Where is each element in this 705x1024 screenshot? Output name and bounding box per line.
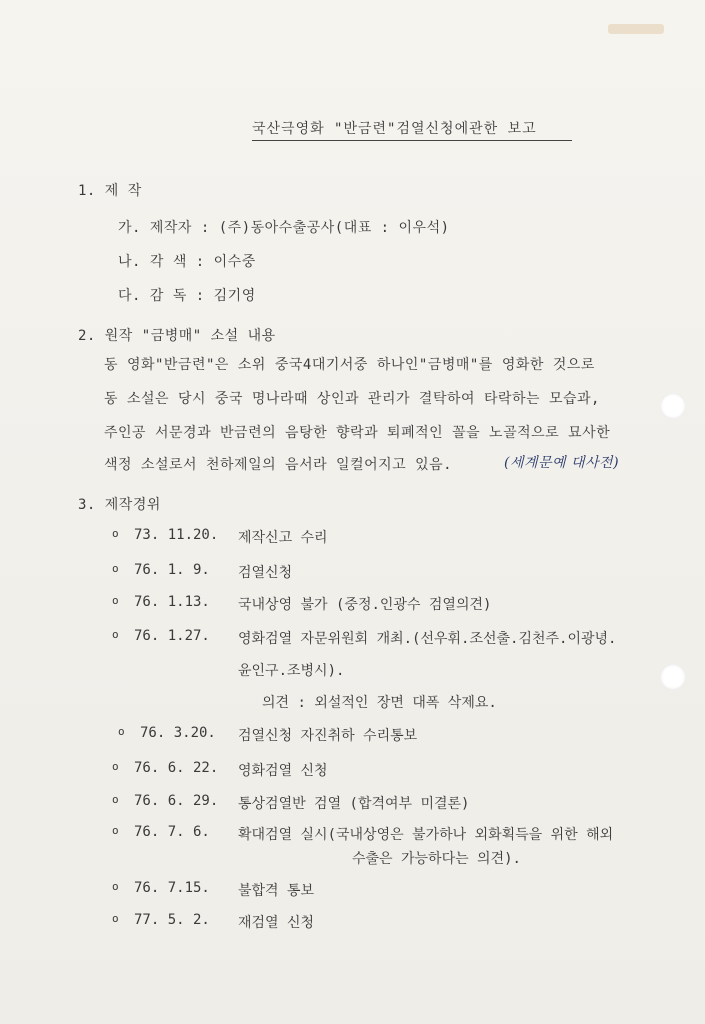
entry-description: 영화검열 자문위원회 개최.(선우휘.조선출.김천주.이광녕. xyxy=(238,631,617,647)
entry-continuation: 의견 : 외설적인 장면 대폭 삭제요. xyxy=(262,695,497,711)
production-item: 다. 감 독 : 김기영 xyxy=(118,288,256,304)
original-text-line: 주인공 서문경과 반금련의 음탕한 향락과 퇴폐적인 꼴을 노골적으로 묘사한 xyxy=(104,425,611,441)
entry-description: 확대검열 실시(국내상영은 불가하나 외화획득을 위한 해외 xyxy=(238,827,614,843)
entry-continuation: 수출은 가능하다는 의견). xyxy=(352,851,521,867)
entry-date: 76. 1. 9. xyxy=(134,562,210,578)
bullet-icon: o xyxy=(112,760,119,773)
entry-date: 76. 1.27. xyxy=(134,628,210,644)
bullet-icon: o xyxy=(112,628,119,641)
entry-description: 재검열 신청 xyxy=(238,915,315,931)
entry-description: 영화검열 신청 xyxy=(238,763,328,779)
entry-date: 77. 5. 2. xyxy=(134,912,210,928)
bullet-icon: o xyxy=(118,725,125,738)
entry-date: 76. 3.20. xyxy=(140,725,216,741)
section-heading-production: 1. 제 작 xyxy=(78,183,142,199)
section-heading-history: 3. 제작경위 xyxy=(78,497,161,513)
bullet-icon: o xyxy=(112,562,119,575)
original-text-line: 동 소설은 당시 중국 명나라때 상인과 관리가 결탁하여 타락하는 모습과, xyxy=(104,391,600,407)
original-text-line: 동 영화"반금련"은 소위 중국4대기서중 하나인"금병매"를 영화한 것으로 xyxy=(104,357,595,373)
entry-description: 제작신고 수리 xyxy=(238,530,328,546)
tape-mark xyxy=(608,24,664,34)
entry-description: 국내상영 불가 (중정.인광수 검열의견) xyxy=(238,597,492,613)
entry-date: 76. 6. 22. xyxy=(134,760,219,776)
entry-description: 불합격 통보 xyxy=(238,883,315,899)
bullet-icon: o xyxy=(112,824,119,837)
entry-date: 76. 1.13. xyxy=(134,594,210,610)
entry-date: 76. 7.15. xyxy=(134,880,210,896)
entry-date: 76. 6. 29. xyxy=(134,793,219,809)
punch-hole xyxy=(660,664,686,690)
entry-date: 73. 11.20. xyxy=(134,527,219,543)
entry-date: 76. 7. 6. xyxy=(134,824,210,840)
production-item: 가. 제작자 : (주)동아수출공사(대표 : 이우석) xyxy=(118,220,450,236)
production-item: 나. 각 색 : 이수중 xyxy=(118,254,256,270)
bullet-icon: o xyxy=(112,793,119,806)
document-title: 국산극영화 "반금련"검열신청에관한 보고 xyxy=(252,118,572,141)
entry-description: 검열신청 xyxy=(238,565,293,581)
bullet-icon: o xyxy=(112,880,119,893)
original-text-line: 색정 소설로서 천하제일의 음서라 일컬어지고 있음. xyxy=(104,457,453,473)
entry-description: 검열신청 자진취하 수리통보 xyxy=(238,728,418,744)
section-heading-original: 2. 원작 "금병매" 소설 내용 xyxy=(78,328,276,344)
bullet-icon: o xyxy=(112,912,119,925)
handwritten-note: (세계문예 대사전) xyxy=(504,455,620,471)
bullet-icon: o xyxy=(112,527,119,540)
entry-continuation: 윤인구.조병시). xyxy=(238,663,345,679)
entry-description: 통상검열반 검열 (합격여부 미결론) xyxy=(238,796,470,812)
bullet-icon: o xyxy=(112,594,119,607)
punch-hole xyxy=(660,393,686,419)
